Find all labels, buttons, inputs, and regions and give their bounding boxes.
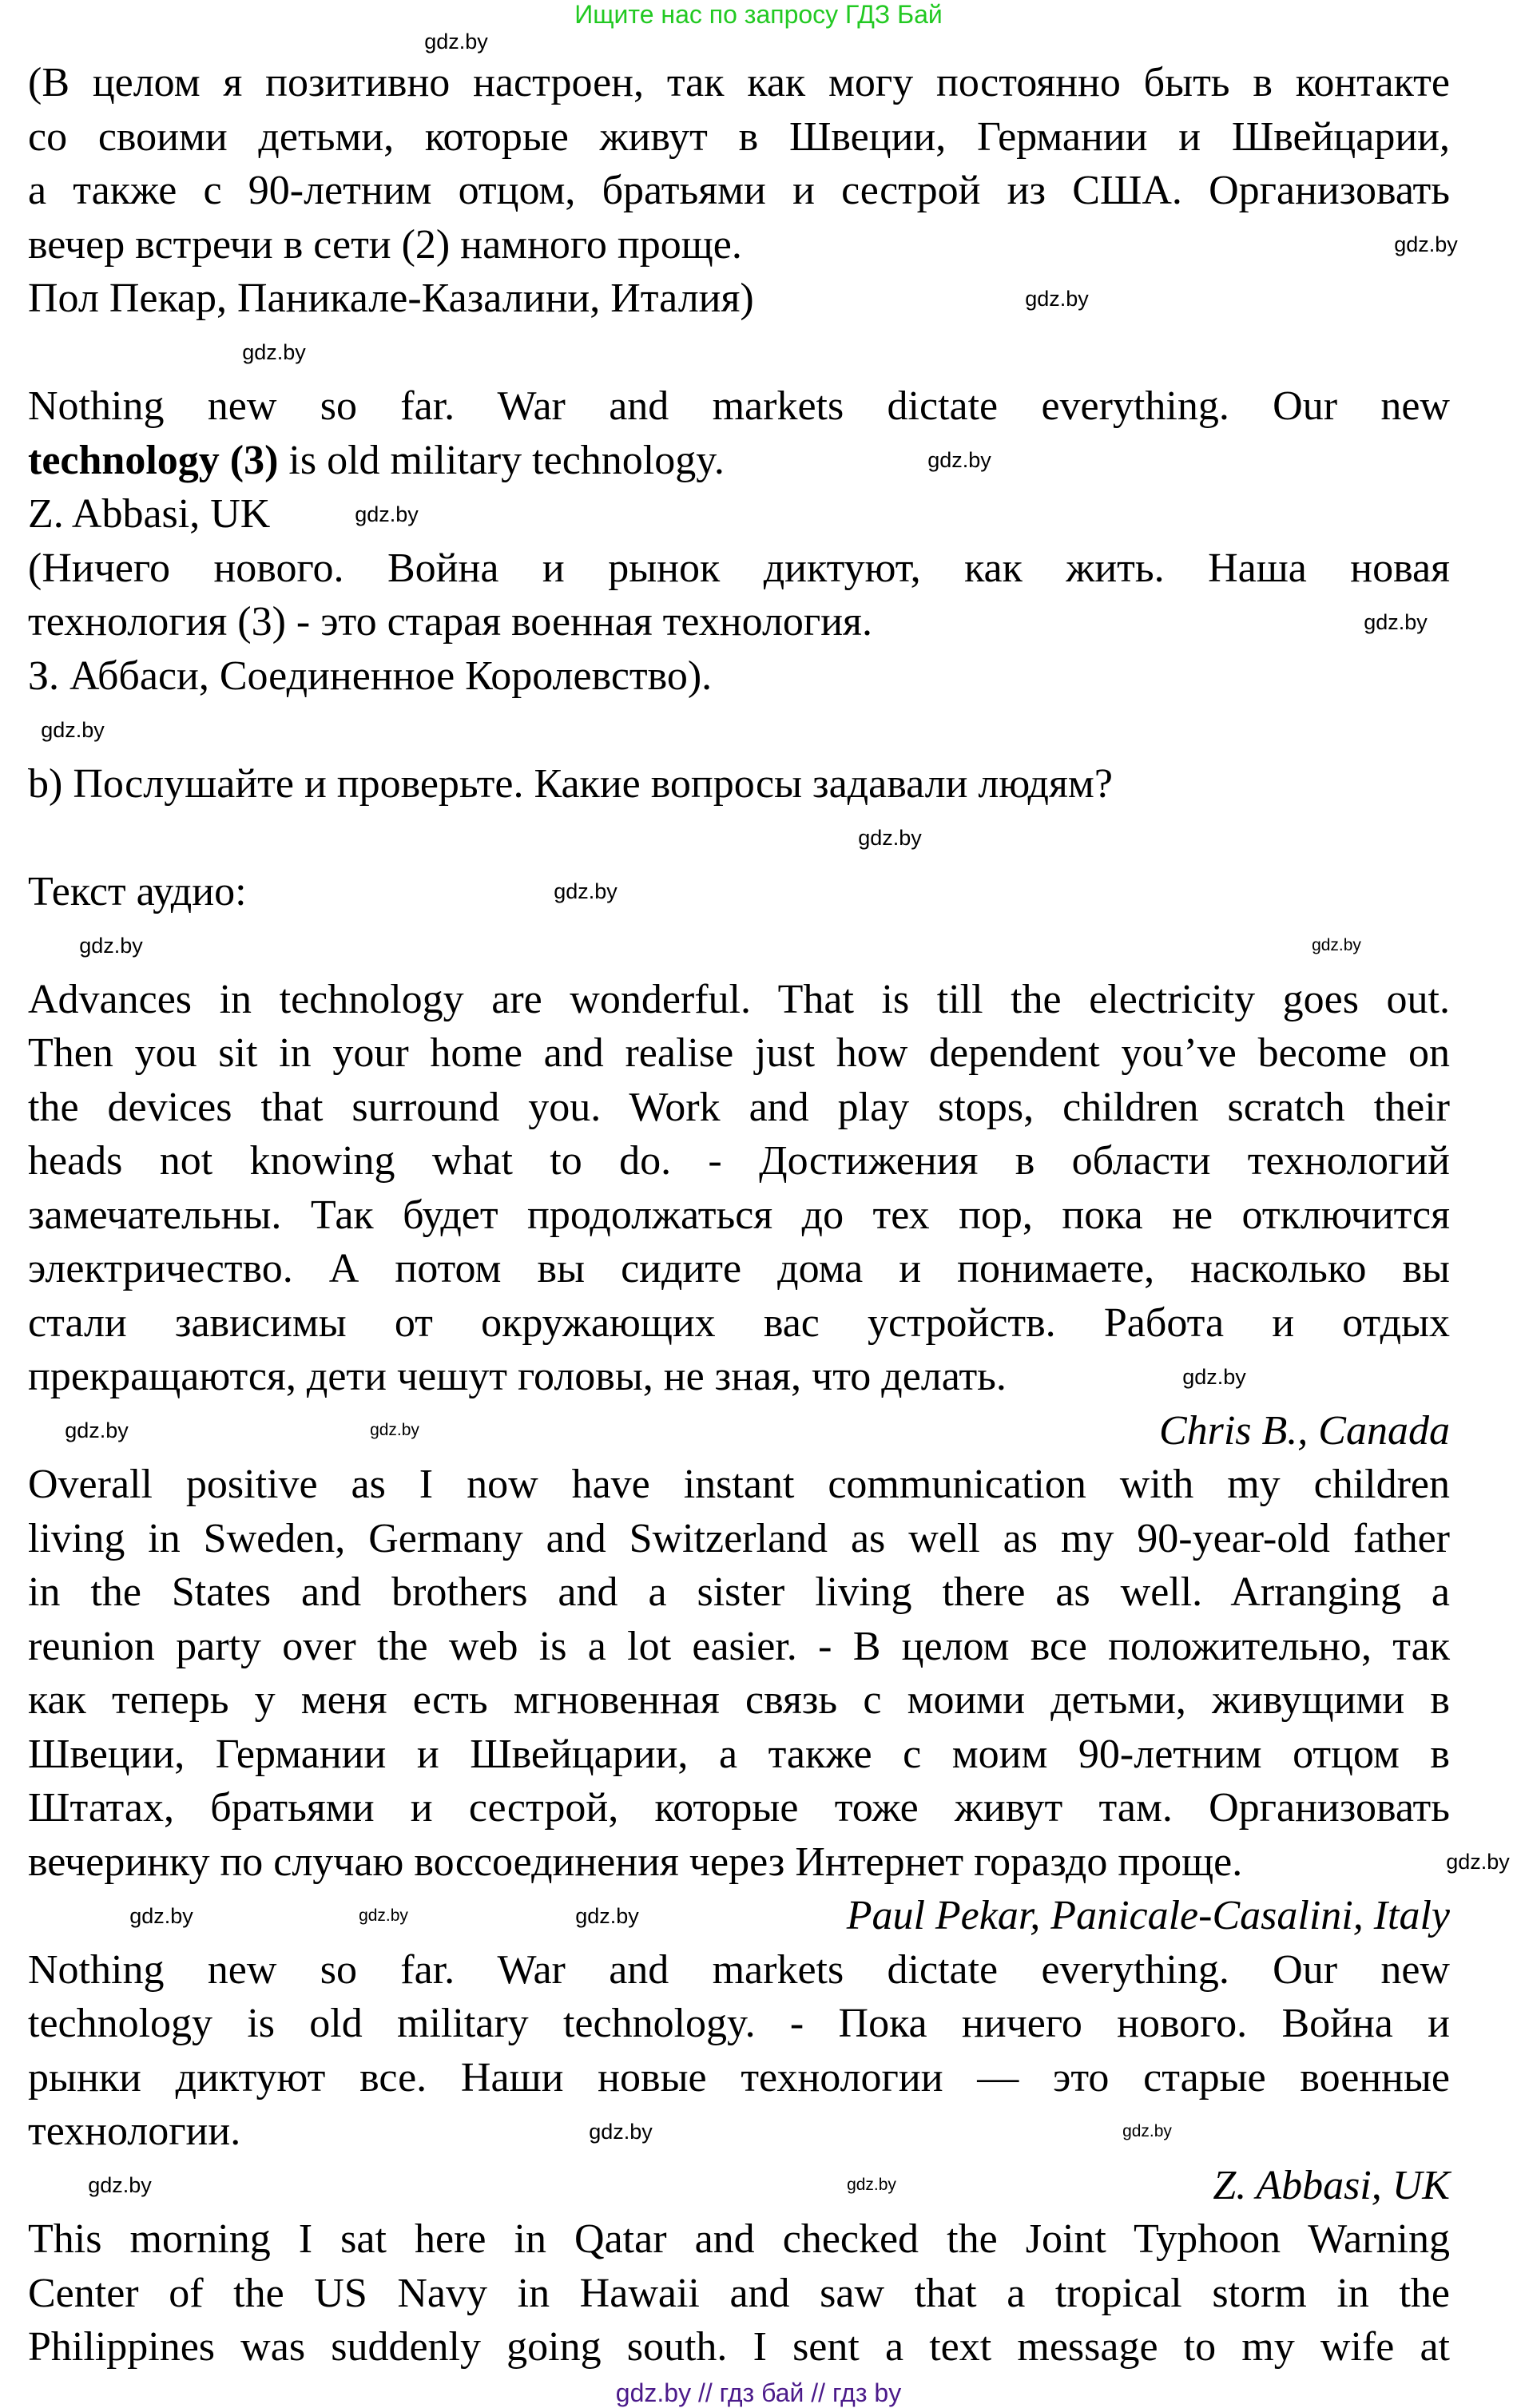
text-line [28, 1943, 1450, 1997]
text-line [28, 1728, 1450, 1782]
text-line [28, 1026, 1450, 1081]
watermark: gdz.by [858, 826, 922, 850]
text-line [28, 434, 1450, 488]
text-line [28, 542, 1450, 596]
line-text: in the States and brothers and a sister living there as well. Arranging a [28, 1569, 1450, 1615]
text-line [28, 1404, 1450, 1458]
line-text: Nothing new so far. War and markets dictate everything. Our new [28, 383, 1450, 429]
text-line [28, 1997, 1450, 2051]
watermark: gdz.by [359, 1906, 408, 1925]
line-text: living in Sweden, Germany and Switzerland as well as my 90-year-old father [28, 1515, 1450, 1561]
text-line [28, 379, 1450, 434]
text-line [28, 1458, 1450, 1512]
line-text: замечательны. Так будет продолжаться до тех пор, пока не отключится [28, 1192, 1450, 1238]
line-text: технологии. [28, 2108, 241, 2154]
line-text: стали зависимы от окружающих вас устройств. Работа и отдых [28, 1299, 1450, 1346]
watermark: gdz.by [1122, 2122, 1172, 2140]
line-text: а также с 90-летним отцом, братьями и сестрой из США. Организовать [28, 168, 1450, 213]
search-banner: Ищите нас по запросу ГДЗ Бай [574, 0, 943, 29]
line-text: Nothing new so far. War and markets dictate everything. Our new [28, 1946, 1450, 1993]
text-line [28, 1242, 1450, 1296]
bold-term: technology (3) [28, 437, 279, 483]
line-text: Штатах, братьями и сестрой, которые тоже живут там. Организовать [28, 1785, 1450, 1831]
line-text: Advances in technology are wonderful. That is till the electricity goes out. [28, 976, 1450, 1022]
text-line [28, 595, 1450, 649]
text-line [28, 1512, 1450, 1566]
line-text: Philippines was suddenly going south. I sent a text message to my wife at [28, 2324, 1450, 2370]
text-line [28, 218, 1450, 272]
line-text: прекращаются, дети чешут головы, не зная, что делать. [28, 1354, 1007, 1399]
watermark: gdz.by [575, 1904, 639, 1928]
text-line [28, 757, 1450, 811]
watermark: gdz.by [1446, 1850, 1510, 1874]
text-line [28, 2212, 1450, 2267]
text-line [28, 973, 1450, 1027]
text-line [28, 1835, 1450, 1890]
blank-line [28, 811, 1450, 865]
watermark: gdz.by [927, 448, 991, 472]
line-text: электричество. А потом вы сидите дома и понимаете, насколько вы [28, 1246, 1450, 1291]
line-text: technology is old military technology. - Пока ничего нового. Война и [28, 2001, 1450, 2046]
footer-links: gdz.by // гдз бай // гдз by [615, 2378, 902, 2407]
line-text: Then you sit in your home and realise just how dependent you’ve become on [28, 1030, 1450, 1076]
text-line [28, 56, 1450, 110]
line-text: Швеции, Германии и Швейцарии, а также с моим 90-летним отцом в [28, 1731, 1450, 1777]
watermark: gdz.by [1364, 610, 1428, 634]
line-text: Текст аудио: [28, 868, 247, 914]
text-line [28, 649, 1450, 704]
watermark: gdz.by [1025, 287, 1089, 311]
line-text: Z. Abbasi, UK [1213, 2162, 1450, 2208]
text-line [28, 1296, 1450, 1351]
line-text: Center of the US Navy in Hawaii and saw that a tropical storm in the [28, 2270, 1450, 2316]
text-line [28, 2320, 1450, 2374]
text-line [28, 272, 1450, 326]
watermark: gdz.by [355, 502, 419, 526]
watermark: gdz.by [242, 340, 306, 364]
text-line [28, 164, 1450, 218]
text-line [28, 2267, 1450, 2321]
line-text: Пол Пекар, Паникале-Казалини, Италия) [28, 276, 754, 321]
blank-line [28, 703, 1450, 757]
text-line [28, 1565, 1450, 1620]
text-line [28, 110, 1450, 165]
watermark: gdz.by [1394, 232, 1458, 256]
line-text: (Ничего нового. Война и рынок диктуют, как жить. Наша новая [28, 545, 1450, 591]
line-text: вечер встречи в сети (2) намного проще. [28, 221, 742, 268]
blank-line [28, 918, 1450, 973]
line-text: рынки диктуют все. Наши новые технологии — это старые военные [28, 2054, 1450, 2101]
text-line [28, 1620, 1450, 1674]
line-text: reunion party over the web is a lot easier. - В целом все положительно, так [28, 1623, 1450, 1669]
line-text: Paul Pekar, Panicale-Casalini, Italy [846, 1893, 1450, 1938]
watermark: gdz.by [424, 30, 488, 54]
line-text: Chris B., Canada [1158, 1407, 1450, 1454]
blank-line [28, 326, 1450, 380]
watermark: gdz.by [589, 2120, 653, 2144]
line-text: Z. Abbasi, UK [28, 491, 271, 537]
text-line [28, 1081, 1450, 1135]
watermark: gdz.by [41, 718, 105, 742]
text-line [28, 1188, 1450, 1243]
line-text: heads not knowing what to do. - Достижения в области технологий [28, 1138, 1450, 1184]
watermark: gdz.by [1312, 936, 1361, 954]
watermark: gdz.by [1182, 1365, 1246, 1389]
watermark: gdz.by [65, 1418, 129, 1442]
line-text: the devices that surround you. Work and play stops, children scratch their [28, 1084, 1450, 1130]
line-text-rest: is old military technology. [278, 437, 725, 483]
text-line [28, 1673, 1450, 1728]
line-text [28, 434, 725, 488]
line-text: Overall positive as I now have instant communication with my children [28, 1462, 1450, 1507]
line-text: со своими детьми, которые живут в Швеции, Германии и Швейцарии, [28, 113, 1450, 160]
watermark: gdz.by [79, 934, 143, 958]
text-line [28, 1134, 1450, 1188]
watermark: gdz.by [554, 879, 618, 903]
line-text: (В целом я позитивно настроен, так как могу постоянно быть в контакте [28, 60, 1450, 105]
text-line [28, 1781, 1450, 1835]
text-line [28, 2105, 1450, 2159]
watermark: gdz.by [88, 2173, 152, 2197]
text-line [28, 487, 1450, 542]
text-line [28, 865, 1450, 919]
watermark: gdz.by [129, 1904, 193, 1928]
text-line [28, 2051, 1450, 2105]
text-line [28, 2159, 1450, 2213]
text-line [28, 1889, 1450, 1943]
line-text: З. Аббаси, Соединенное Королевство). [28, 653, 713, 699]
line-text: b) Послушайте и проверьте. Какие вопросы задавали людям? [28, 760, 1113, 807]
line-text: технология (3) - это старая военная технология. [28, 599, 872, 645]
line-text: как теперь у меня есть мгновенная связь с моими детьми, живущими в [28, 1677, 1450, 1723]
line-text: This morning I sat here in Qatar and checked the Joint Typhoon Warning [28, 2216, 1450, 2262]
watermark: gdz.by [847, 2176, 896, 2194]
watermark: gdz.by [370, 1421, 419, 1439]
document-body [28, 56, 1450, 2374]
line-text: вечеринку по случаю воссоединения через Интернет гораздо проще. [28, 1839, 1243, 1885]
